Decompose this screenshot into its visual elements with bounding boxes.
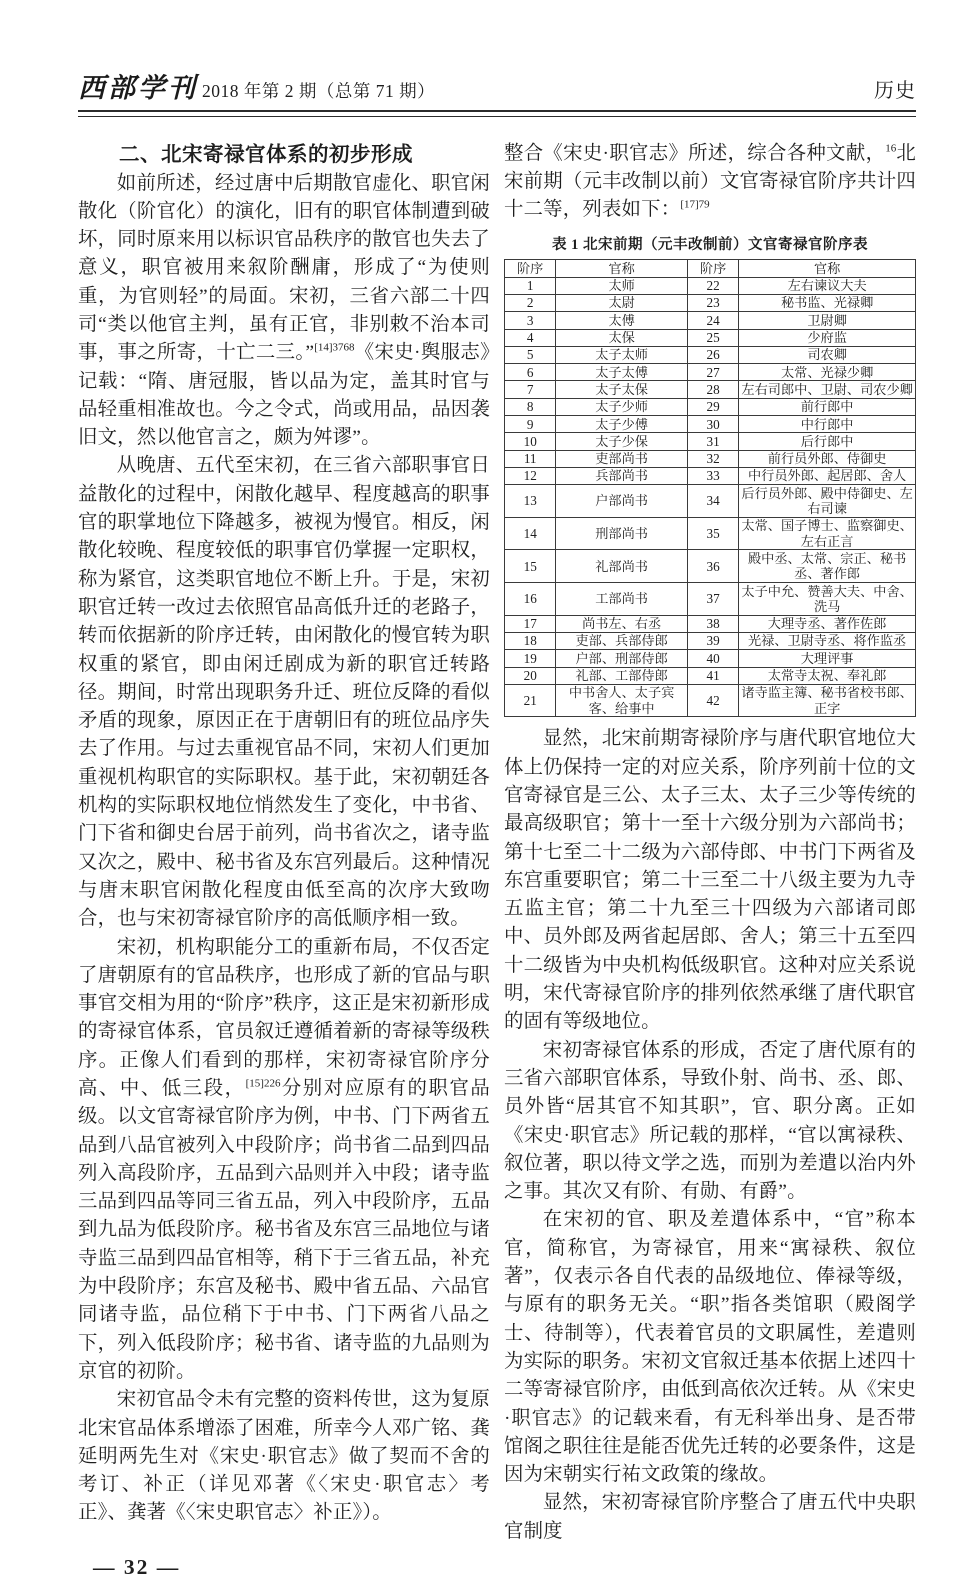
table-row — [505, 517, 916, 550]
rank-number-cell: 12 — [505, 467, 556, 484]
paragraph: 宋初官品令未有完整的资料传世，这为复原北宋官品体系增添了困难，所幸今人邓广铭、龚延明两先生对《宋史·职官志》做了契而不舍的考订、补正（详见邓著《〈宋史·职官志〉考正》、龚著《〈宋史职官志〉补正》）。 — [78, 1389, 490, 1524]
official-title-cell: 卫尉卿 — [739, 312, 916, 329]
rank-number-cell: 27 — [687, 364, 738, 381]
rank-number-cell: 23 — [687, 294, 738, 311]
paragraph: 从晚唐、五代至宋初，在三省六部职事官日益散化的过程中，闲散化越早、程度越高的职事官的职掌地位下降越多，被视为慢官。相反，闲散化较晚、程度较低的职事官仍掌握一定职权，称为紧官，这类职官地位不断上升。于是，宋初职官迁转一改过去依照官品高低升迁的老路子，转而依据新的阶序迁转，由闲散化的慢官转为职权重的紧官，即由闲迁剧成为新的职官迁转路径。期间，时常出现职务升迁、班位反降的看似矛盾的现象，原因正在于唐朝旧有的班位品序失去了作用。与过去重视官品不同，宋初人们更加重视机构职官的实际职权。基于此，宋初朝廷各机构的实际职权地位悄然发生了变化，中书省、门下省和御史台居于前列，尚书省次之，诸寺监又次之，殿中、秘书省及东宫列最后。这种情况与唐末职官闲散化程度由低至高的次序大致吻合，也与宋初寄禄官阶序的高低顺序相一致。 — [78, 455, 490, 930]
official-title-cell: 中行员外郎、起居郎、舍人 — [739, 467, 916, 484]
official-title-cell: 太子太傅 — [556, 364, 688, 381]
page-footer — [78, 1555, 916, 1580]
official-title-cell: 太常寺太祝、奉礼郎 — [739, 667, 916, 684]
official-title-cell: 兵部尚书 — [556, 467, 688, 484]
official-title-cell: 太保 — [556, 329, 688, 346]
column-header: 阶序 — [505, 260, 556, 277]
section-heading: 二、北宋寄禄官体系的初步形成 — [119, 143, 413, 166]
official-title-cell: 太子中允、赞善大夫、中舍、洗马 — [739, 583, 916, 616]
rank-number-cell: 14 — [505, 517, 556, 550]
rank-number-cell: 21 — [505, 684, 556, 717]
rank-number-cell: 26 — [687, 346, 738, 363]
official-title-cell: 左右谏议大夫 — [739, 277, 916, 294]
official-title-cell: 刑部尚书 — [556, 517, 688, 550]
official-title-cell: 诸寺监主簿、秘书省校书郎、正字 — [739, 684, 916, 717]
rank-number-cell: 11 — [505, 450, 556, 467]
column-header: 官称 — [739, 260, 916, 277]
rank-number-cell: 10 — [505, 433, 556, 450]
table-row — [505, 632, 916, 649]
column-header: 阶序 — [687, 260, 738, 277]
table-row — [505, 485, 916, 518]
rank-table-header-row — [505, 260, 916, 277]
official-title-cell: 吏部尚书 — [556, 450, 688, 467]
table-row — [505, 650, 916, 667]
official-title-cell: 中行郎中 — [739, 416, 916, 433]
paragraph-text: 整合《宋史·职官志》所述，综合各种文献， — [504, 142, 886, 164]
table-row — [505, 398, 916, 415]
rank-number-cell: 22 — [687, 277, 738, 294]
official-title-cell: 左右司郎中、卫尉、司农少卿 — [739, 381, 916, 398]
table-row — [505, 277, 916, 294]
paragraph: 显然，北宋前期寄禄阶序与唐代职官地位大体上仍保持一定的对应关系，阶序列前十位的文官寄禄官是三公、太子三太、太子三少等传统的最高级职官；第十一至十六级分别为六部尚书；第十七至二十二级为六部侍郎、中书门下两省及东宫重要职官；第二十三至二十八级主要为九寺五监主官；第二十九至三十四级为六部诸司郎中、员外郎及两省起居郎、舍人；第三十五至四十二级皆为中央机构低级职官。这种对应关系说明，宋代寄禄官阶序的排列依然承继了唐代职官的固有等级地位。 — [504, 728, 916, 1033]
table-row — [505, 329, 916, 346]
issue-info: 2018 年第 2 期（总第 71 期） — [202, 81, 436, 101]
table-row — [505, 312, 916, 329]
official-title-cell: 前行郎中 — [739, 398, 916, 415]
paragraph: 在宋初的官、职及差遣体系中，“官”称本官，简称官，为寄禄官，用来“寓禄秩、叙位著”，仅表示各自代表的品级地位、俸禄等级，与原有的职务无关。“职”指各类馆职（殿阁学士、待制等），代表着官员的文职属性，差遣则为实际的职务。宋初文官叙迁基本依据上述四十二等寄禄官阶序，由低到高依次迁转。从《宋史·职官志》的记载来看，有无科举出身、是否带馆阁之职往往是能否优先迁转的必要条件，这是因为宋朝实行祐文政策的缘故。 — [504, 1209, 916, 1486]
rank-number-cell: 29 — [687, 398, 738, 415]
footnote-ref: 16 — [885, 142, 897, 155]
official-title-cell: 大理寺丞、著作佐郎 — [739, 615, 916, 632]
rank-number-cell: 9 — [505, 416, 556, 433]
table-row — [505, 467, 916, 484]
official-title-cell: 太子少保 — [556, 433, 688, 450]
table-row — [505, 364, 916, 381]
table-row — [505, 294, 916, 311]
rank-number-cell: 32 — [687, 450, 738, 467]
official-title-cell: 太常、光禄少卿 — [739, 364, 916, 381]
rank-number-cell: 30 — [687, 416, 738, 433]
official-title-cell: 前行员外郎、侍御史 — [739, 450, 916, 467]
right-column — [504, 140, 916, 1547]
official-title-cell: 礼部、工部侍郎 — [556, 667, 688, 684]
table-row — [505, 416, 916, 433]
rank-number-cell: 2 — [505, 294, 556, 311]
official-title-cell: 光禄、卫尉寺丞、将作监丞 — [739, 632, 916, 649]
table-row — [505, 583, 916, 616]
paragraph — [78, 170, 490, 453]
rank-number-cell: 13 — [505, 485, 556, 518]
rank-number-cell: 3 — [505, 312, 556, 329]
paragraph-continuation — [504, 140, 916, 225]
rank-number-cell: 4 — [505, 329, 556, 346]
rank-number-cell: 18 — [505, 632, 556, 649]
official-title-cell: 太常、国子博士、监察御史、左右正言 — [739, 517, 916, 550]
rank-number-cell: 8 — [505, 398, 556, 415]
paragraph: 显然，宋初寄禄官阶序整合了唐五代中央职官制度 — [504, 1492, 916, 1542]
rank-number-cell: 38 — [687, 615, 738, 632]
paragraph-text: 宋初，机构职能分工的重新布局，不仅否定了唐朝原有的官品秩序，也形成了新的官品与职事官交相为用的“阶序”秩序，这正是宋初新形成的寄禄官体系，官员叙迁遵循着新的寄禄等级秩序。正像人们看到的那样，宋初寄禄官阶序分高、中、低三段， — [78, 936, 490, 1099]
rank-table-body — [505, 277, 916, 717]
page-number: — 32 — — [93, 1555, 181, 1580]
rank-number-cell: 28 — [687, 381, 738, 398]
official-title-cell: 殿中丞、太常、宗正、秘书丞、著作郎 — [739, 550, 916, 583]
official-title-cell: 少府监 — [739, 329, 916, 346]
journal-logo: 西部学刊 — [78, 73, 198, 104]
official-title-cell: 吏部、兵部侍郎 — [556, 632, 688, 649]
rank-number-cell: 33 — [687, 467, 738, 484]
rank-number-cell: 7 — [505, 381, 556, 398]
official-title-cell: 太尉 — [556, 294, 688, 311]
rank-number-cell: 15 — [505, 550, 556, 583]
left-column — [78, 140, 490, 1547]
rank-table — [504, 259, 916, 717]
rank-number-cell: 42 — [687, 684, 738, 717]
official-title-cell: 后行郎中 — [739, 433, 916, 450]
official-title-cell: 中书舍人、太子宾客、给事中 — [556, 684, 688, 717]
rank-number-cell: 36 — [687, 550, 738, 583]
rank-number-cell: 35 — [687, 517, 738, 550]
rank-number-cell: 39 — [687, 632, 738, 649]
official-title-cell: 太子太保 — [556, 381, 688, 398]
footnote-ref: [15]226 — [245, 1077, 281, 1090]
rank-number-cell: 19 — [505, 650, 556, 667]
two-column-body — [78, 140, 916, 1547]
rank-number-cell: 25 — [687, 329, 738, 346]
official-title-cell: 礼部尚书 — [556, 550, 688, 583]
official-title-cell: 工部尚书 — [556, 583, 688, 616]
official-title-cell: 太傅 — [556, 312, 688, 329]
journal-info — [78, 66, 435, 105]
table-row — [505, 615, 916, 632]
rank-number-cell: 1 — [505, 277, 556, 294]
table-title: 表 1 北宋前期（元丰改制前）文官寄禄官阶序表 — [552, 237, 868, 254]
paragraph-text: 《宋史·舆服志》记载：“隋、唐冠服，皆以品为定，盖其时官与品轻重相准故也。今之令式，尚或用品，品因袭旧文，然以他官言之，颇为舛谬”。 — [78, 342, 490, 449]
paragraph: 宋初寄禄官体系的形成，否定了唐代原有的三省六部职官体系，导致仆射、尚书、丞、郎、员外皆“居其官不知其职”，官、职分离。正如《宋史·职官志》所记载的那样，“官以寓禄秩、叙位著，职以待文学之选，而别为差遣以治内外之事。其次又有阶、有勋、有爵”。 — [504, 1039, 916, 1203]
official-title-cell: 太师 — [556, 277, 688, 294]
paragraph — [78, 934, 490, 1387]
footnote-ref: [14]3768 — [314, 341, 355, 354]
official-title-cell: 秘书监、光禄卿 — [739, 294, 916, 311]
official-title-cell: 太子少傅 — [556, 416, 688, 433]
rank-number-cell: 16 — [505, 583, 556, 616]
official-title-cell: 司农卿 — [739, 346, 916, 363]
footnote-ref: [17]79 — [680, 198, 710, 211]
rank-number-cell: 17 — [505, 615, 556, 632]
table-row — [505, 433, 916, 450]
page-header — [78, 66, 916, 105]
rank-number-cell: 6 — [505, 364, 556, 381]
official-title-cell: 户部尚书 — [556, 485, 688, 518]
official-title-cell: 太子少师 — [556, 398, 688, 415]
column-header: 官称 — [556, 260, 688, 277]
rank-number-cell: 31 — [687, 433, 738, 450]
rank-number-cell: 24 — [687, 312, 738, 329]
rank-number-cell: 40 — [687, 650, 738, 667]
paragraph-text: 如前所述，经过唐中后期散官虚化、职官闲散化（阶官化）的演化，旧有的职官体制遭到破坏，同时原来用以标识官品秩序的散官也失去了意义，职官被用来叙阶酬庸，形成了“为使则重，为官则轻”的局面。宋初，三省六部二十四司“类以他官主判，虽有正官，非别敕不治本司事，事之所寄，十亡二三。” — [78, 172, 490, 364]
rank-number-cell: 41 — [687, 667, 738, 684]
table-row — [505, 684, 916, 717]
table-row — [505, 450, 916, 467]
table-row — [505, 667, 916, 684]
table-row — [505, 550, 916, 583]
official-title-cell: 太子太师 — [556, 346, 688, 363]
official-title-cell: 后行员外郎、殿中侍御史、左右司谏 — [739, 485, 916, 518]
official-title-cell: 尚书左、右丞 — [556, 615, 688, 632]
rank-number-cell: 20 — [505, 667, 556, 684]
header-divider — [78, 110, 916, 117]
table-row — [505, 381, 916, 398]
rank-number-cell: 5 — [505, 346, 556, 363]
rank-number-cell: 34 — [687, 485, 738, 518]
paragraph-text: 北宋前期（元丰改制以前）文官寄禄官阶序共计四十二等，列表如下： — [504, 142, 916, 221]
table-row — [505, 346, 916, 363]
paragraph-text: 分别对应原有的职官品级。以文官寄禄官阶序为例，中书、门下两省五品到八品官被列入中段阶序；尚书省二品到四品列入高段阶序，五品到六品则并入中段；诸寺监三品到四品等同三省五品，列入中段阶序，五品到九品为低段阶序。秘书省及东宫三品地位与诸寺监三品到四品官相等，稍下于三省五品，补充为中段阶序；东宫及秘书、殿中省五品、六品官同诸寺监，品位稍下于中书、门下两省八品之下，列入低段阶序；秘书省、诸寺监的九品则为京官的初阶。 — [78, 1078, 491, 1382]
official-title-cell: 大理评事 — [739, 650, 916, 667]
section-label: 历史 — [874, 80, 916, 102]
rank-number-cell: 37 — [687, 583, 738, 616]
official-title-cell: 户部、刑部侍郎 — [556, 650, 688, 667]
